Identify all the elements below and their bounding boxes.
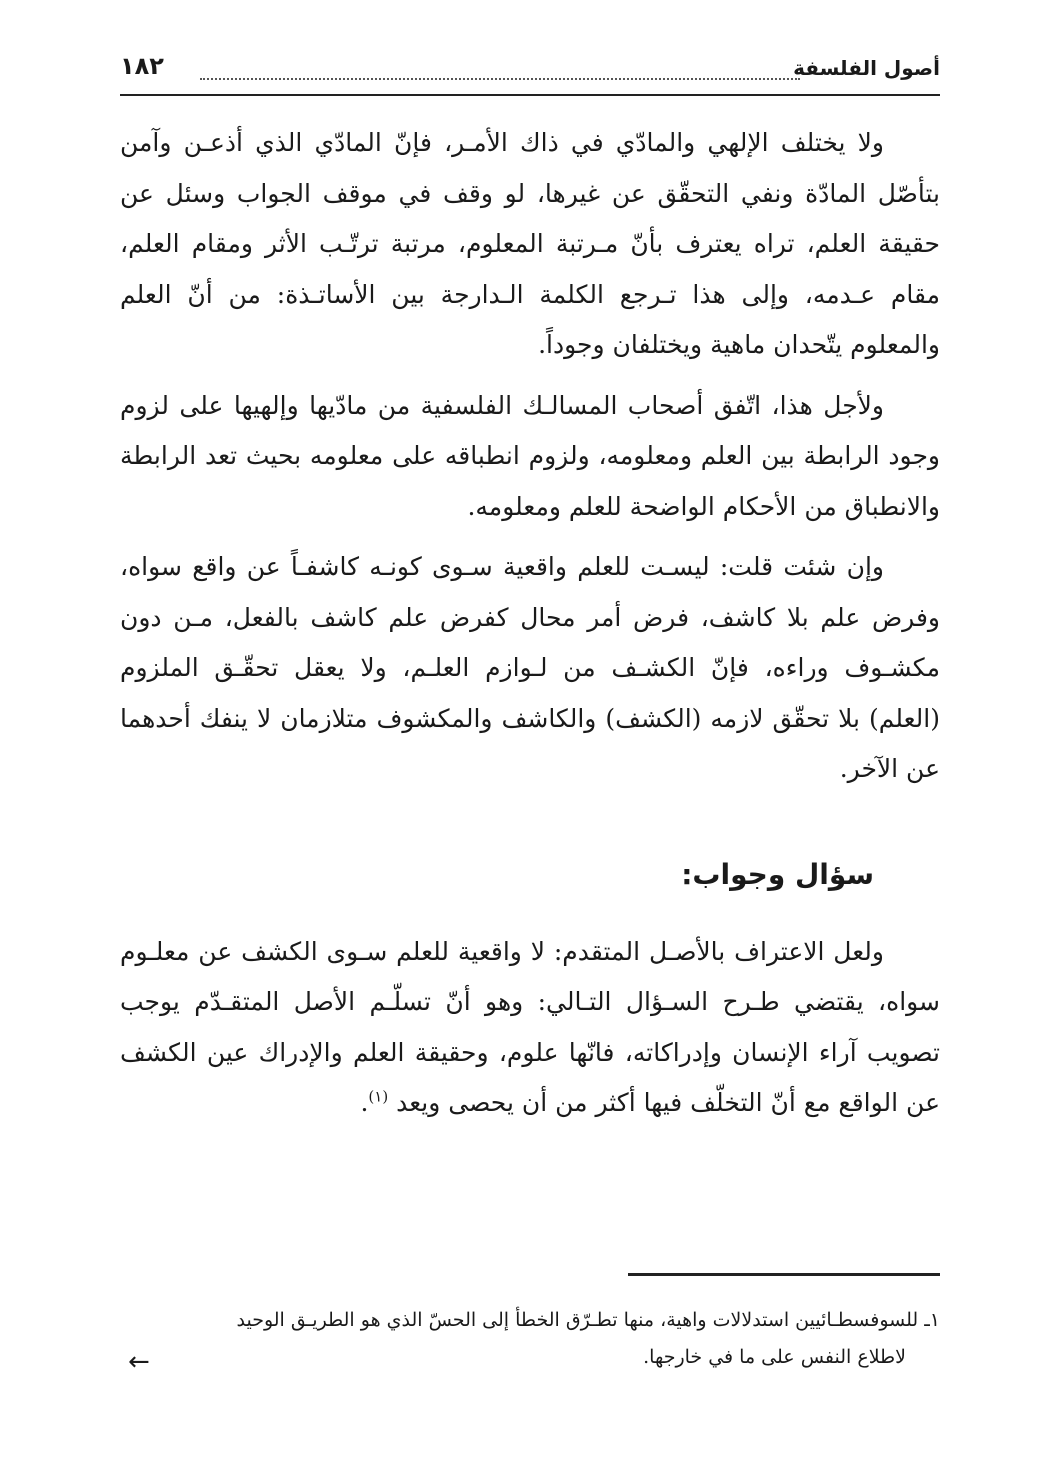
footnote-line-2: لاطلاع النفس على ما في خارجها.: [643, 1346, 906, 1368]
book-title: أصول الفلسفة: [793, 56, 940, 80]
header-rule: [120, 94, 940, 96]
paragraph-2: ولأجل هذا، اتّفق أصحاب المسالـك الفلسفية من مادّيها وإلهيها على لزوم وجود الرابطة بين العلم ومعلومه، ولزوم انطباقه على معلومه بحيث تعد الرابطة والانطباق من الأحكام الواضحة للعلم ومعلومه.: [120, 390, 940, 521]
footnote-reference[interactable]: (١): [368, 1087, 389, 1106]
dotted-leader: [200, 78, 800, 80]
main-text: [120, 118, 940, 1139]
continue-arrow-icon: ←: [128, 1347, 150, 1377]
page-number: ١٨٢: [120, 52, 164, 80]
section-paragraph-text: ولعل الاعتراف بالأصـل المتقدم: لا واقعية للعلم سـوى الكشف عن معلـوم سواه، يقتضي طـرح السـؤال التـالي: وهو أنّ تسلّـم الأصل المتقـدّم يوجب تصويب آراء الإنسان وإدراكاته، فانّها علوم، وحقيقة العلم والإدراك عين الكشف عن الواقع مع أنّ التخلّف فيها أكثر من أن يحصى ويعد: [120, 936, 940, 1117]
footnote-separator: [628, 1273, 940, 1276]
running-header: [120, 50, 940, 90]
footnote-line-1: ١ـ للسوفسطـائيين استدلالات واهية، منها تطـرّق الخطأ إلى الحسّ الذي هو الطريـق الوحيد: [236, 1309, 940, 1331]
paragraph-3: وإن شئت قلت: ليسـت للعلم واقعية سـوى كونـه كاشفـاً عن واقع سواه، وفرض علم بلا كاشف، فرض أمر محال كفرض علم كاشف بالفعل، مـن دون مكشـوف وراءه، فإنّ الكشـف من لـوازم العلـم، ولا يعقل تحقّـق الملزوم (العلم) بلا تحقّق لازمه (الكشف) والكاشف والمكشوف متلازمان لا ينفك أحدهما عن الآخر.: [120, 552, 940, 783]
end-punctuation: .: [360, 1088, 369, 1117]
footnote-1: [120, 1302, 940, 1376]
paragraph-1: ولا يختلف الإلهي والمادّي في ذاك الأمـر، فإنّ المادّي الذي أذعـن وآمن بتأصّل المادّة ونفي التحقّق عن غيرها، لو وقف في موقف الجواب وسئل عن حقيقة العلم، تراه يعترف بأنّ مـرتبة المعلوم، مرتبة ترتّـب الأثر ومقام العلم، مقام عـدمه، وإلى هذا تـرجع الكلمة الـدارجة بين الأساتـذة: من أنّ العلم والمعلوم يتّحدان ماهية ويختلفان وجوداً.: [120, 128, 940, 359]
section-paragraph: [120, 927, 940, 1129]
section-heading: سؤال وجواب:: [681, 857, 874, 891]
